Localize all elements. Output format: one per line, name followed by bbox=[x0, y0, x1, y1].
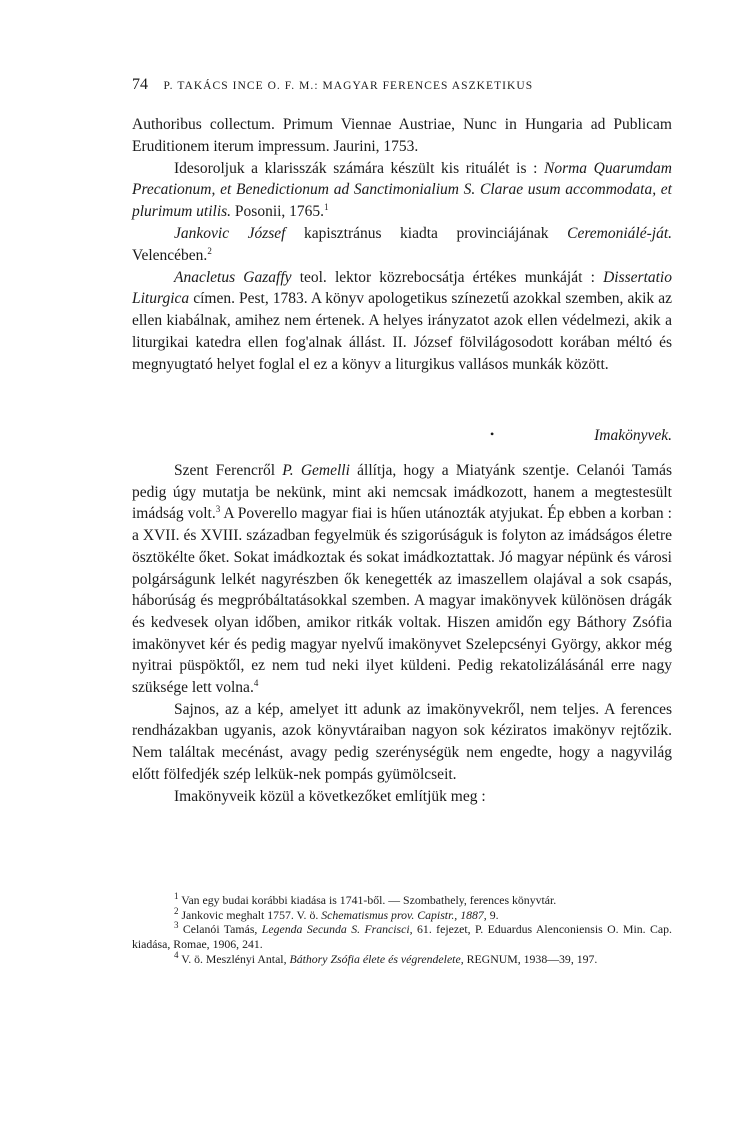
footnote-text: 61. fejezet, P. Eduardus Alenconiensis O. Min. Cap. kiadása, Romae, 1906, 241. bbox=[132, 922, 672, 952]
page-number: 74 bbox=[132, 76, 148, 93]
footnote-ref: 3 bbox=[215, 504, 221, 515]
paragraph bbox=[132, 786, 672, 808]
paragraph bbox=[132, 267, 672, 376]
footnote bbox=[132, 949, 672, 967]
paragraph-text: Imakönyveik közül a következőket említjük meg : bbox=[174, 787, 486, 805]
italic-title: Ceremoniálé-ját. bbox=[567, 224, 672, 242]
bullet-mark: • bbox=[490, 427, 495, 441]
text-run: Szent Ferencről bbox=[174, 462, 283, 479]
running-title: P. TAKÁCS INCE O. F. M.: MAGYAR FERENCES ASZKETIKUS bbox=[163, 80, 534, 92]
italic-title: Norma Quarumdam Precationum, et Benedictionum ad Sanctimonialium S. Clarae usum accommodata, et plurimum utilis. bbox=[132, 159, 672, 221]
text-run: állítja, hogy a Miatyánk szentje. Celanói Tamás pedig úgy mutatja be nekünk, mint aki nemcsak imádkozott, hanem a megtestesült imádság volt. bbox=[132, 462, 672, 523]
footnote-ref: 4 bbox=[253, 677, 259, 688]
text-run: Posonii, 1765. bbox=[231, 203, 325, 221]
footnote bbox=[132, 893, 672, 908]
footnote-text: REGNUM, 1938—39, 197. bbox=[463, 951, 598, 966]
footnote-text: Van egy budai korábbi kiadása is 1741-ből. — Szombathely, ferences könyvtár. bbox=[178, 893, 557, 907]
text-run: címen. Pest, 1783. A könyv apologetikus színezetű azokkal szemben, akik az ellen kiabálnak, amihez nem értenek. A helyes irányzatot azok ellen védelmezi, akik a liturgikai katedra ellen fog'alnak állást. II. József fölvilágosodott korában méltó és megnyugtató helyet foglal el ez a könyv a liturgikus vallásos munkák között. bbox=[132, 290, 672, 373]
paragraph bbox=[132, 158, 672, 223]
italic-title: Báthory Zsófia élete és végrendelete, bbox=[289, 951, 464, 966]
text-run: Idesoroljuk a klarisszák számára készült kis rituálét is : bbox=[174, 159, 544, 177]
italic-title: Dissertatio Liturgica bbox=[132, 268, 672, 308]
text-run: kapisztránus kiadta provinciájának bbox=[285, 224, 568, 242]
paragraph bbox=[132, 460, 672, 699]
footnote-mark: 1 bbox=[174, 891, 179, 902]
footnote bbox=[132, 922, 672, 951]
paragraph bbox=[132, 699, 672, 786]
footnote-text: V. ö. Meszlényi Antal, bbox=[178, 951, 290, 966]
italic-title: Legenda Secunda S. Francisci, bbox=[261, 922, 413, 937]
footnotes bbox=[132, 893, 672, 967]
section-heading bbox=[132, 427, 672, 445]
body-section-1 bbox=[132, 114, 672, 376]
footnote bbox=[132, 905, 672, 923]
footnote-mark: 4 bbox=[174, 949, 179, 960]
italic-name: Jankovic József bbox=[174, 224, 286, 242]
footnote-mark: 2 bbox=[174, 905, 179, 916]
footnote-text: Jankovic meghalt 1757. V. ö. bbox=[178, 907, 322, 922]
footnote-text: 9. bbox=[486, 907, 499, 922]
footnote-text: Celanói Tamás, bbox=[178, 922, 262, 937]
italic-name: P. Gemelli bbox=[282, 462, 350, 479]
footnote-mark: 3 bbox=[174, 920, 179, 931]
text-run: teol. lektor közrebocsátja értékes munkáját : bbox=[291, 268, 604, 286]
italic-name: Anacletus Gazaffy bbox=[174, 268, 292, 286]
italic-title: Schematismus prov. Capistr., 1887, bbox=[321, 907, 487, 922]
body-section-2 bbox=[132, 460, 672, 807]
paragraph bbox=[132, 223, 672, 267]
paragraph bbox=[132, 114, 672, 158]
paragraph-text: Authoribus collectum. Primum Viennae Austriae, Nunc in Hungaria ad Publicam Eruditionem iterum impressum. Jaurini, 1753. bbox=[132, 116, 672, 155]
section-title: Imakönyvek. bbox=[594, 427, 672, 444]
running-header bbox=[132, 76, 672, 94]
footnote-ref: 2 bbox=[207, 245, 212, 256]
text-run: Velencében. bbox=[132, 246, 208, 264]
paragraph-text: Sajnos, az a kép, amelyet itt adunk az imakönyvekről, nem teljes. A ferences rendházakban ugyanis, azok könyvtáraiban nagyon sok kéziratos imakönyv rejtőzik. Nem találtak mecénást, avagy pedig szerénységük nem engedte, hogy a nagyvilág előtt fölfedjék szép lelkük-nek pompás gyümölcseit. bbox=[132, 700, 672, 783]
text-run: A Poverello magyar fiai is hűen utánozták atyjukat. Ép ebben a korban : a XVII. és XVIII. században fegyelmük és szigorúságuk is folyton az imádságos életre ösztökélte őket. Sokat imádkoztak és sokat imádkoztattak. Jó magyar népünk és városi polgárságunk lelkét nagyrészben ők kenegették az imaszellem olajával a sok csapás, háborúság és megpróbáltatásokkal szemben. A magyar imakönyvek különösen drágák és kedvesek olyan időben, amikor ritkák voltak. Hiszen amidőn egy Báthory Zsófia imakönyvet kér és pedig magyar nyelvű imakönyvet Szelepcsényi György, akkor még nyitrai püspöktől, ez nem tud neki ilyet küldeni. Pedig rekatolizálásánál erre nagy szüksége lett volna. bbox=[132, 505, 672, 697]
footnote-ref: 1 bbox=[324, 202, 329, 213]
